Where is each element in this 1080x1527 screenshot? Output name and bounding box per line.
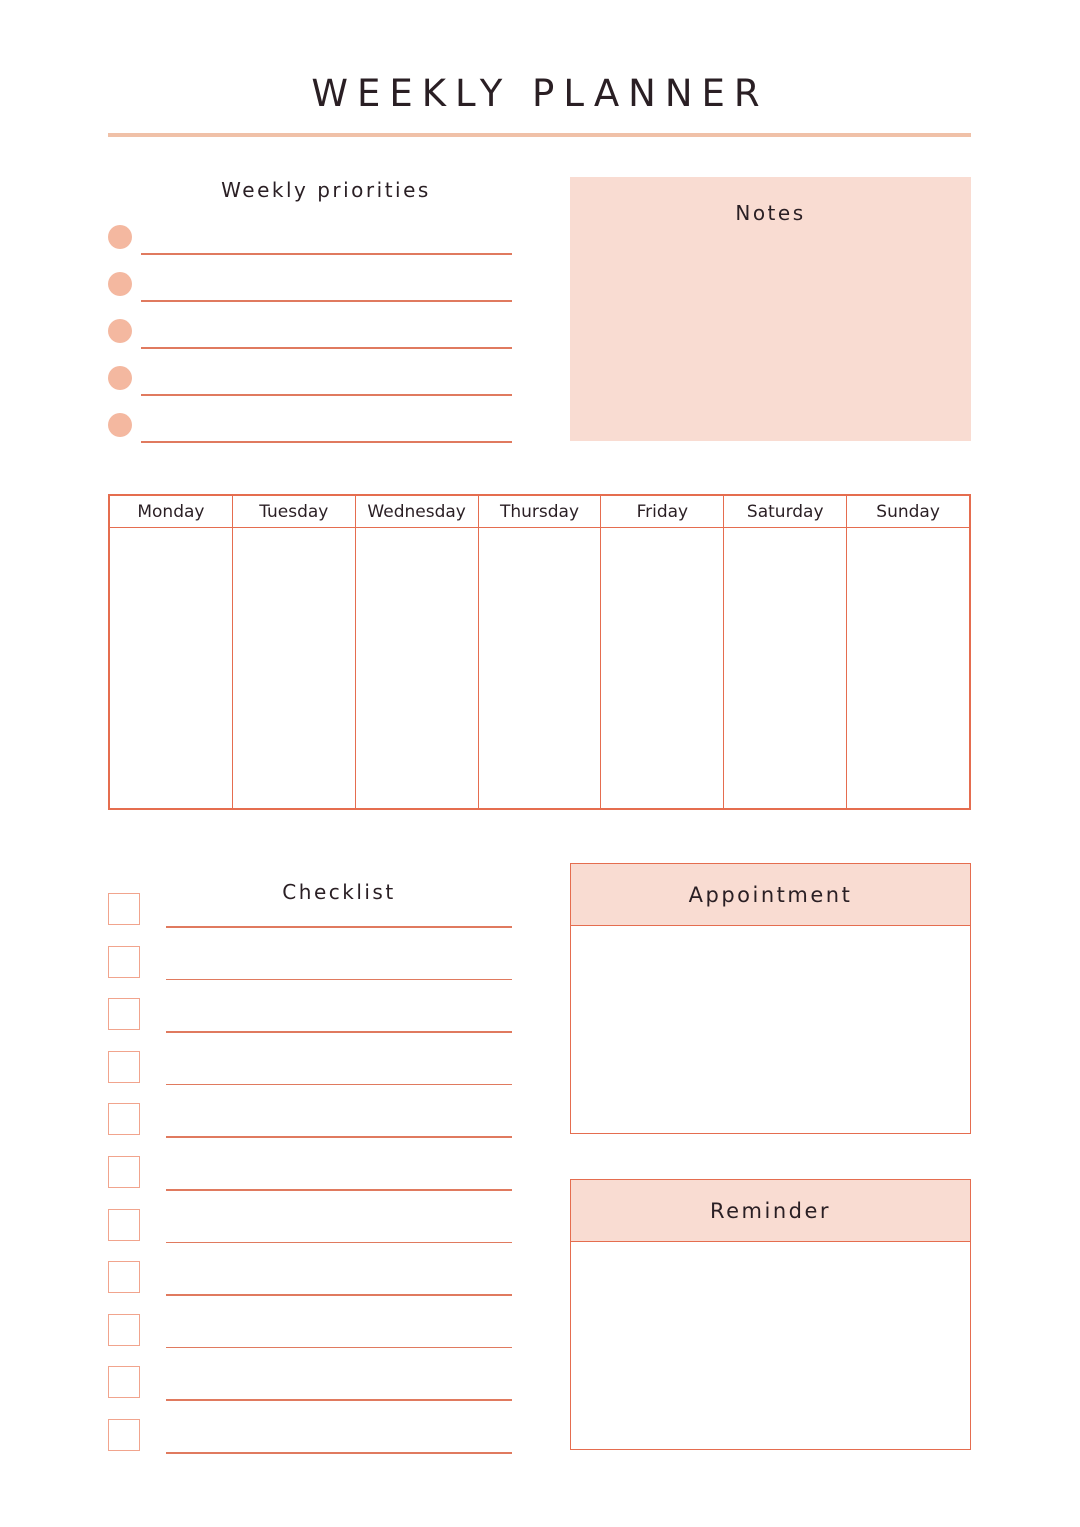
checklist-line[interactable] <box>166 1084 512 1086</box>
title-divider <box>108 133 971 137</box>
checklist-line[interactable] <box>166 1136 512 1138</box>
checklist-checkbox[interactable] <box>108 1156 140 1188</box>
priority-line[interactable] <box>141 300 512 302</box>
appointment-body[interactable] <box>571 926 970 1131</box>
day-cell[interactable] <box>110 528 232 808</box>
day-cell[interactable] <box>847 528 969 808</box>
appointment-panel <box>570 863 971 1134</box>
priority-line[interactable] <box>141 394 512 396</box>
day-cell[interactable] <box>233 528 355 808</box>
day-header: Thursday <box>479 496 601 528</box>
priorities-heading: Weekly priorities <box>221 178 431 202</box>
day-column-monday <box>110 496 233 808</box>
checklist-line[interactable] <box>166 1347 512 1349</box>
priority-bullet-icon <box>108 225 132 249</box>
checklist-checkbox[interactable] <box>108 893 140 925</box>
checklist-checkbox[interactable] <box>108 1419 140 1451</box>
checklist-heading: Checklist <box>282 880 396 904</box>
priority-bullet-icon <box>108 413 132 437</box>
checklist-checkbox[interactable] <box>108 1366 140 1398</box>
checklist-line[interactable] <box>166 1452 512 1454</box>
checklist-checkbox[interactable] <box>108 998 140 1030</box>
checklist-line[interactable] <box>166 1399 512 1401</box>
checklist-checkbox[interactable] <box>108 946 140 978</box>
checklist-checkbox[interactable] <box>108 1209 140 1241</box>
priority-bullet-icon <box>108 366 132 390</box>
checklist-line[interactable] <box>166 1294 512 1296</box>
checklist-checkbox[interactable] <box>108 1314 140 1346</box>
priority-line[interactable] <box>141 253 512 255</box>
appointment-heading: Appointment <box>571 864 970 926</box>
checklist-line[interactable] <box>166 1189 512 1191</box>
day-header: Saturday <box>724 496 846 528</box>
priority-line[interactable] <box>141 441 512 443</box>
reminder-panel <box>570 1179 971 1450</box>
day-cell[interactable] <box>724 528 846 808</box>
day-column-wednesday <box>356 496 479 808</box>
day-column-tuesday <box>233 496 356 808</box>
notes-heading: Notes <box>735 201 806 225</box>
checklist-line[interactable] <box>166 926 512 928</box>
reminder-body[interactable] <box>571 1242 970 1447</box>
priority-line[interactable] <box>141 347 512 349</box>
day-header: Sunday <box>847 496 969 528</box>
checklist-line[interactable] <box>166 1031 512 1033</box>
reminder-heading: Reminder <box>571 1180 970 1242</box>
priority-bullet-icon <box>108 272 132 296</box>
notes-box[interactable] <box>570 177 971 441</box>
checklist-line[interactable] <box>166 1242 512 1244</box>
day-header: Friday <box>601 496 723 528</box>
checklist-checkbox[interactable] <box>108 1261 140 1293</box>
day-header: Monday <box>110 496 232 528</box>
day-cell[interactable] <box>479 528 601 808</box>
checklist-checkbox[interactable] <box>108 1051 140 1083</box>
day-column-saturday <box>724 496 847 808</box>
day-header: Wednesday <box>356 496 478 528</box>
day-column-friday <box>601 496 724 808</box>
week-grid <box>108 494 971 810</box>
day-column-thursday <box>479 496 602 808</box>
day-cell[interactable] <box>601 528 723 808</box>
day-cell[interactable] <box>356 528 478 808</box>
checklist-checkbox[interactable] <box>108 1103 140 1135</box>
day-header: Tuesday <box>233 496 355 528</box>
day-column-sunday <box>847 496 969 808</box>
page-title: WEEKLY PLANNER <box>311 72 769 115</box>
priority-bullet-icon <box>108 319 132 343</box>
checklist-line[interactable] <box>166 979 512 981</box>
